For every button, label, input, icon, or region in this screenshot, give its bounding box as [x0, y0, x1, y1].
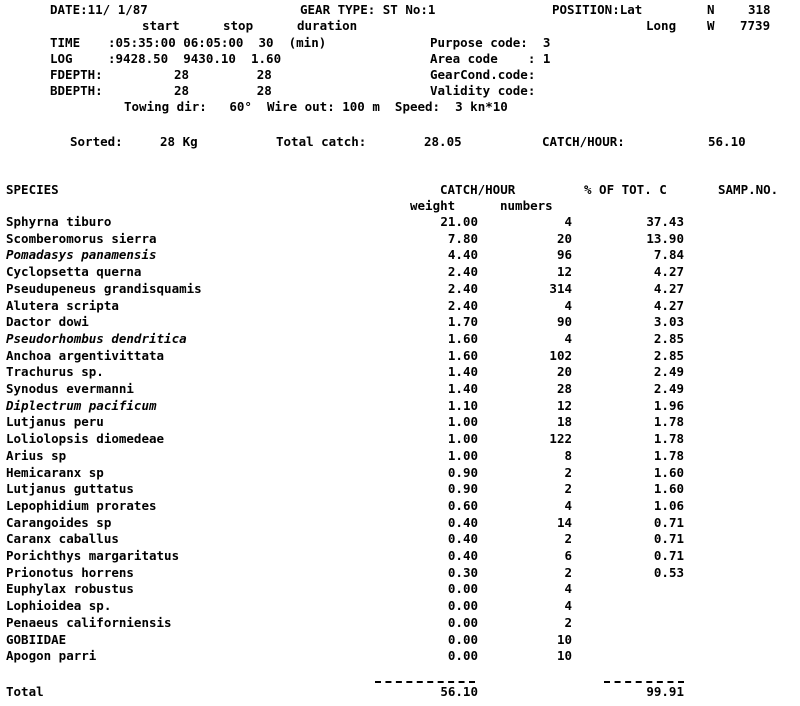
sorted-value: 28 Kg: [160, 134, 198, 149]
pct-cell: 2.85: [653, 331, 684, 346]
weight-cell: 0.40: [447, 548, 478, 563]
numbers-cell: 4: [564, 298, 572, 313]
pct-column-header: % OF TOT. C: [584, 182, 667, 197]
weight-cell: 21.00: [440, 214, 478, 229]
species-name: Diplectrum pacificum: [6, 398, 157, 413]
table-row: [0, 650, 800, 666]
weight-cell: 0.00: [447, 632, 478, 647]
species-name: Penaeus californiensis: [6, 615, 172, 630]
validity-code: Validity code:: [430, 83, 536, 98]
species-name: Arius sp: [6, 448, 67, 463]
table-row: [0, 483, 800, 499]
numbers-cell: 6: [564, 548, 572, 563]
long-value: 7739: [740, 18, 771, 33]
col-start-heading: start: [142, 18, 180, 33]
gearcond-code: GearCond.code:: [430, 67, 536, 82]
weight-cell: 0.40: [447, 515, 478, 530]
numbers-cell: 12: [556, 264, 572, 279]
pct-cell: 2.49: [653, 381, 684, 396]
numbers-cell: 2: [564, 531, 572, 546]
numbers-cell: 10: [556, 648, 572, 663]
weight-cell: 1.60: [447, 348, 478, 363]
numbers-cell: 4: [564, 498, 572, 513]
log-values: :9428.50 9430.10 1.60: [108, 51, 282, 66]
table-row: [0, 266, 800, 282]
species-name: Lophioidea sp.: [6, 598, 112, 613]
pct-cell: 4.27: [653, 298, 684, 313]
gear-type-field: GEAR TYPE: ST No:1: [300, 2, 436, 17]
numbers-cell: 2: [564, 481, 572, 496]
table-row: [0, 383, 800, 399]
table-row: [0, 600, 800, 616]
table-row: [0, 333, 800, 349]
pct-cell: 7.84: [653, 247, 684, 262]
weight-subheader: weight: [410, 198, 456, 213]
weight-cell: 0.00: [447, 648, 478, 663]
species-name: Porichthys margaritatus: [6, 548, 180, 563]
weight-cell: 0.90: [447, 465, 478, 480]
numbers-cell: 4: [564, 214, 572, 229]
catch-hour-label: CATCH/HOUR:: [542, 134, 625, 149]
date-field: DATE:11/ 1/87: [50, 2, 148, 17]
col-stop-heading: stop: [223, 18, 254, 33]
numbers-cell: 4: [564, 581, 572, 596]
table-row: [0, 500, 800, 516]
table-row: [0, 216, 800, 232]
total-catch-label: Total catch:: [276, 134, 367, 149]
numbers-subheader: numbers: [500, 198, 553, 213]
sorted-label: Sorted:: [70, 134, 123, 149]
numbers-cell: 102: [549, 348, 572, 363]
pct-cell: 37.43: [646, 214, 684, 229]
species-name: Euphylax robustus: [6, 581, 134, 596]
numbers-cell: 90: [556, 314, 572, 329]
position-label: POSITION:Lat: [552, 2, 643, 17]
table-row: [0, 550, 800, 566]
weight-cell: 4.40: [447, 247, 478, 262]
species-name: Dactor dowi: [6, 314, 89, 329]
lat-direction: N: [707, 2, 715, 17]
lat-value: 318: [748, 2, 771, 17]
species-name: Alutera scripta: [6, 298, 119, 313]
species-name: Scomberomorus sierra: [6, 231, 157, 246]
area-code: Area code : 1: [430, 51, 551, 66]
species-name: Prionotus horrens: [6, 565, 134, 580]
table-row: [0, 249, 800, 265]
numbers-cell: 96: [556, 247, 572, 262]
numbers-cell: 314: [549, 281, 572, 296]
species-name: Loliolopsis diomedeae: [6, 431, 165, 446]
samp-column-header: SAMP.NO.: [718, 182, 779, 197]
species-name: Synodus evermanni: [6, 381, 134, 396]
total-pct: 99.91: [646, 684, 684, 699]
weight-cell: 1.00: [447, 431, 478, 446]
total-catch-value: 28.05: [424, 134, 462, 149]
pct-cell: 1.06: [653, 498, 684, 513]
weight-cell: 1.60: [447, 331, 478, 346]
table-row: [0, 450, 800, 466]
weight-cell: 2.40: [447, 264, 478, 279]
log-label: LOG: [50, 51, 73, 66]
pct-cell: 4.27: [653, 264, 684, 279]
fdepth-label: FDEPTH:: [50, 67, 103, 82]
weight-cell: 0.40: [447, 531, 478, 546]
species-name: Apogon parri: [6, 648, 97, 663]
numbers-cell: 4: [564, 598, 572, 613]
weight-total-rule: [375, 681, 475, 683]
table-row: [0, 283, 800, 299]
pct-cell: 0.53: [653, 565, 684, 580]
long-direction: W: [707, 18, 715, 33]
table-row: [0, 416, 800, 432]
species-name: Lutjanus guttatus: [6, 481, 134, 496]
pct-cell: 13.90: [646, 231, 684, 246]
weight-cell: 0.00: [447, 581, 478, 596]
species-name: Trachurus sp.: [6, 364, 104, 379]
table-row: [0, 583, 800, 599]
time-label: TIME: [50, 35, 81, 50]
species-name: Anchoa argentivittata: [6, 348, 165, 363]
pct-cell: 1.78: [653, 414, 684, 429]
numbers-cell: 4: [564, 331, 572, 346]
pct-cell: 4.27: [653, 281, 684, 296]
numbers-cell: 2: [564, 565, 572, 580]
numbers-cell: 10: [556, 632, 572, 647]
species-name: Caranx caballus: [6, 531, 119, 546]
species-name: Cyclopsetta querna: [6, 264, 142, 279]
numbers-cell: 14: [556, 515, 572, 530]
numbers-cell: 12: [556, 398, 572, 413]
species-column-header: SPECIES: [6, 182, 59, 197]
species-name: Pseudupeneus grandisquamis: [6, 281, 202, 296]
species-name: Lepophidium prorates: [6, 498, 157, 513]
species-name: Carangoides sp: [6, 515, 112, 530]
weight-cell: 0.00: [447, 615, 478, 630]
numbers-cell: 18: [556, 414, 572, 429]
weight-cell: 1.00: [447, 448, 478, 463]
weight-cell: 1.70: [447, 314, 478, 329]
numbers-cell: 28: [556, 381, 572, 396]
weight-cell: 1.40: [447, 364, 478, 379]
pct-cell: 1.60: [653, 465, 684, 480]
weight-cell: 0.90: [447, 481, 478, 496]
table-row: [0, 316, 800, 332]
table-row: [0, 433, 800, 449]
pct-cell: 2.85: [653, 348, 684, 363]
pct-cell: 0.71: [653, 515, 684, 530]
table-row: [0, 366, 800, 382]
bdepth-label: BDEPTH:: [50, 83, 103, 98]
table-row: [0, 533, 800, 549]
weight-cell: 0.00: [447, 598, 478, 613]
table-row: [0, 617, 800, 633]
total-label: Total: [6, 684, 44, 699]
numbers-cell: 20: [556, 231, 572, 246]
pct-cell: 0.71: [653, 531, 684, 546]
time-values: :05:35:00 06:05:00 30 (min): [108, 35, 327, 50]
numbers-cell: 122: [549, 431, 572, 446]
pct-cell: 1.96: [653, 398, 684, 413]
fdepth-values: 28 28: [174, 67, 272, 82]
catch-hour-column-header: CATCH/HOUR: [440, 182, 516, 197]
pct-total-rule: [604, 681, 684, 683]
weight-cell: 1.10: [447, 398, 478, 413]
long-label: Long: [646, 18, 677, 33]
species-name: Pomadasys panamensis: [6, 247, 157, 262]
col-duration-heading: duration: [297, 18, 358, 33]
weight-cell: 2.40: [447, 281, 478, 296]
purpose-code: Purpose code: 3: [430, 35, 551, 50]
numbers-cell: 2: [564, 615, 572, 630]
species-name: GOBIIDAE: [6, 632, 67, 647]
bdepth-values: 28 28: [174, 83, 272, 98]
weight-cell: 1.40: [447, 381, 478, 396]
catch-hour-value: 56.10: [708, 134, 746, 149]
weight-cell: 1.00: [447, 414, 478, 429]
pct-cell: 1.78: [653, 431, 684, 446]
pct-cell: 1.60: [653, 481, 684, 496]
species-name: Hemicaranx sp: [6, 465, 104, 480]
species-name: Sphyrna tiburo: [6, 214, 112, 229]
weight-cell: 2.40: [447, 298, 478, 313]
numbers-cell: 8: [564, 448, 572, 463]
numbers-cell: 2: [564, 465, 572, 480]
towing-line: Towing dir: 60° Wire out: 100 m Speed: 3 kn*10: [124, 99, 508, 114]
weight-cell: 0.60: [447, 498, 478, 513]
pct-cell: 0.71: [653, 548, 684, 563]
weight-cell: 7.80: [447, 231, 478, 246]
species-name: Pseudorhombus dendritica: [6, 331, 187, 346]
weight-cell: 0.30: [447, 565, 478, 580]
pct-cell: 3.03: [653, 314, 684, 329]
total-weight: 56.10: [440, 684, 478, 699]
numbers-cell: 20: [556, 364, 572, 379]
species-name: Lutjanus peru: [6, 414, 104, 429]
table-row: [0, 634, 800, 650]
pct-cell: 2.49: [653, 364, 684, 379]
pct-cell: 1.78: [653, 448, 684, 463]
